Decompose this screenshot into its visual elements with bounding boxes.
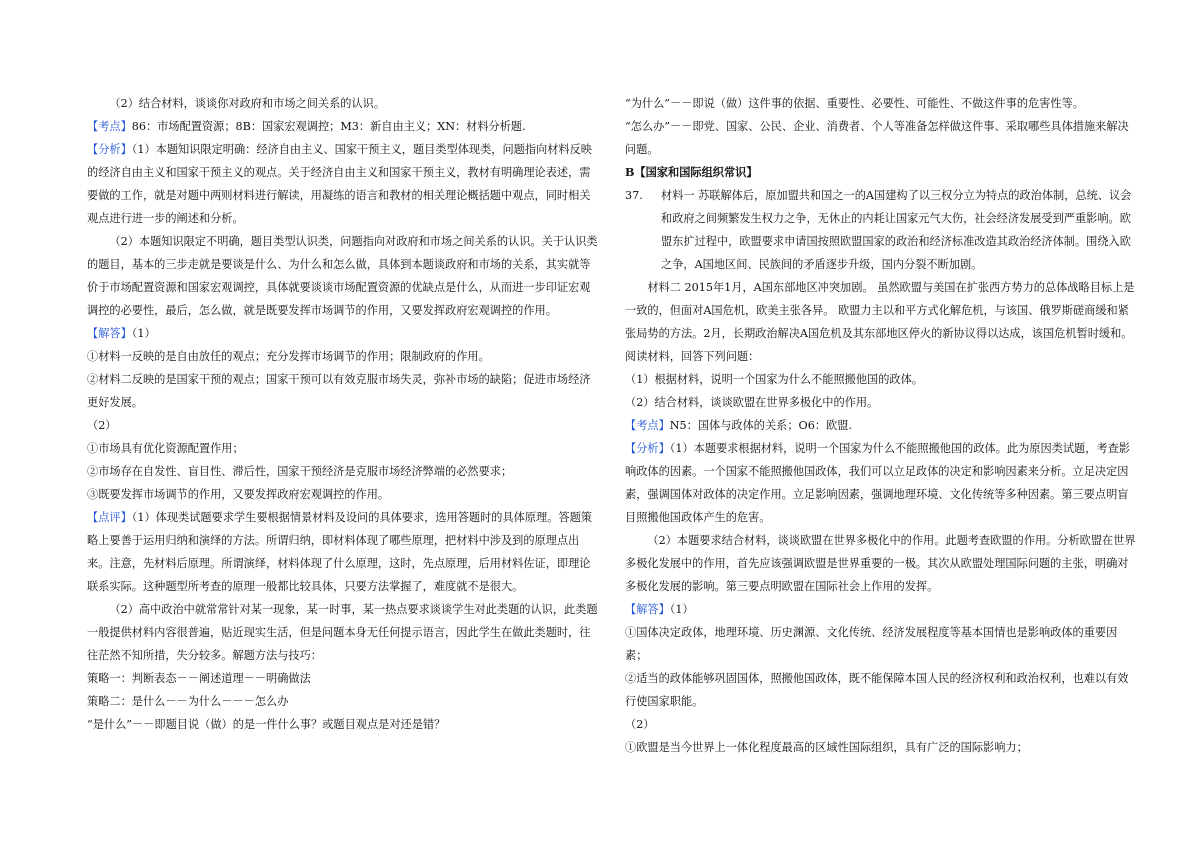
question-2: （2）结合材料，谈谈你对政府和市场之间关系的认识。 <box>109 97 386 110</box>
jieda-paragraph-right <box>625 598 1137 621</box>
dianping-tag: 【点评】 <box>87 511 132 524</box>
kaodian-paragraph-right <box>625 414 1137 437</box>
question-37-2: （2）结合材料，谈谈欧盟在世界多极化中的作用。 <box>625 396 879 409</box>
fenxi-text-1: （1）本题知识限定明确：经济自由主义、国家干预主义，题目类型体现类，问题指向材料反映的经济自由主义和国家干预主义的观点。关于经济自由主义和国家干预主义，教材有明确理论表述，需要做的工作，就是对题中两则材料进行解读，用凝练的语言和教材的相关理论概括题中观点，同时相关观点进行进一步的阐述和分析。 <box>87 143 592 225</box>
dianping-text-1: （1）体现类试题要求学生要根据情景材料及设问的具体要求，选用答题时的具体原理。答题策略上要善于运用归纳和演绎的方法。所谓归纳，即材料体现了哪些原理，把材料中涉及到的原理点出来。注意，先材料后原理。所谓演绎，材料体现了什么原理，这时，先点原理，后用材料佐证，即理论联系实际。这种题型所考查的原理一般都比较具体，只要方法掌握了，难度就不是很大。 <box>87 511 592 593</box>
fenxi-tag: 【分析】 <box>87 143 132 156</box>
answer-right-1-2: ②适当的政体能够巩固国体，照搬他国政体，既不能保障本国人民的经济权利和政治权利，也难以有效行使国家职能。 <box>625 672 1129 708</box>
kaodian-tag-right: 【考点】 <box>625 419 670 432</box>
question-37-material-1: 材料一 苏联解体后，原加盟共和国之一的A国建构了以三权分立为特点的政治体制，总统、议会和政府之间频繁发生权力之争，无休止的内耗让国家元气大伤，社会经济发展受到严重影响。欧盟东扩过程中，欧盟要求申请国按照欧盟国家的政治和经济标准改造其政治经济体制。围绕入欧之争，A国地区间、民族间的矛盾逐步升级，国内分裂不断加剧。 <box>661 189 1132 271</box>
reading-instruction: 阅读材料，回答下列问题： <box>625 350 760 363</box>
section-b-heading: B【国家和国际组织常识】 <box>625 165 758 179</box>
strategy-2: 策略二：是什么－－为什么－－－怎么办 <box>87 695 289 708</box>
answer-right-2-1: ①欧盟是当今世界上一体化程度最高的区域性国际组织，具有广泛的国际影响力； <box>625 741 1028 754</box>
kaodian-tag: 【考点】 <box>87 120 132 133</box>
fenxi-paragraph-right <box>625 437 1137 529</box>
fenxi-text-right-2: （2）本题要求结合材料，谈谈欧盟在世界多极化中的作用。此题考查欧盟的作用。分析欧盟在世界多极化发展中的作用，首先应该强调欧盟是世界重要的一极。其次从欧盟处理国际问题的主张，明确对多极化发展的影响。第三要点明欧盟在国际社会上作用的发挥。 <box>625 534 1136 593</box>
kaodian-text: 86：市场配置资源；8B：国家宏观调控；M3：新自由主义；XN：材料分析题. <box>131 120 526 133</box>
answer-2-2: ②市场存在自发性、盲目性、滞后性，国家干预经济是克服市场经济弊端的必然要求； <box>87 465 513 478</box>
question-37-number: 37. <box>625 189 643 202</box>
fenxi-tag-right: 【分析】 <box>625 442 670 455</box>
question-37-material-2: 材料二 2015年1月，A国东部地区冲突加剧。 虽然欧盟与美国在扩张西方势力的总体战略目标上是一致的，但面对A国危机，欧美主张各异。 欧盟力主以和平方式化解危机，与该国、俄罗斯磋商缓和紧张局势的方法。2月，长期政治解决A国危机及其东部地区停火的新协议得以达成，该国危机暂时缓和。 <box>625 281 1135 340</box>
question-37-1: （1）根据材料，说明一个国家为什么不能照搬他国的政体。 <box>625 373 923 386</box>
fenxi-text-2: （2）本题知识限定不明确，题目类型认识类，问题指向对政府和市场之间关系的认识。关于认识类的题目，基本的三步走就是要谈是什么、为什么和怎么做，具体到本题谈政府和市场的关系，其实就等价于市场配置资源和国家宏观调控，具体就要谈谈市场配置资源的优缺点是什么，从而进一步印证宏观调控的必要性，最后，怎么做，就是既要发挥市场调节的作用，又要发挥政府宏观调控的作用。 <box>87 235 598 317</box>
strategy-1: 策略一：判断表态－－阐述道理－－明确做法 <box>87 672 311 685</box>
dianping-paragraph <box>87 506 599 598</box>
fenxi-paragraph <box>87 138 599 230</box>
jieda-number-right: （1） <box>669 603 694 616</box>
answer-2-3: ③既要发挥市场调节的作用，又要发挥政府宏观调控的作用。 <box>87 488 390 501</box>
right-column <box>625 92 1137 759</box>
answer-2-1: ①市场具有优化资源配置作用； <box>87 442 244 455</box>
jieda-tag: 【解答】 <box>87 327 132 340</box>
answer-right-1-1: ①国体决定政体，地理环境、历史渊源、文化传统、经济发展程度等基本国情也是影响政体的重要因素； <box>625 626 1118 662</box>
answer-1-1: ①材料一反映的是自由放任的观点；充分发挥市场调节的作用；限制政府的作用。 <box>87 350 490 363</box>
kaodian-text-right: N5：国体与政体的关系；O6：欧盟. <box>669 419 852 432</box>
question-37 <box>625 184 1137 276</box>
left-column <box>87 92 599 736</box>
answer-1-2: ②材料二反映的是国家干预的观点；国家干预可以有效克服市场失灵，弥补市场的缺陷；促进市场经济更好发展。 <box>87 373 591 409</box>
answer-right-2-number: （2） <box>625 718 655 731</box>
jieda-number: （1） <box>131 327 156 340</box>
answer-2-number: （2） <box>87 419 117 432</box>
dianping-text-2: （2）高中政治中就常常针对某一现象，某一时事，某一热点要求谈谈学生对此类题的认识，此类题一般提供材料内容很普遍，贴近现实生活，但是问题本身无任何提示语言，因此学生在做此类题时，往往茫然不知所措，失分较多。解题方法与技巧： <box>87 603 598 662</box>
fenxi-text-right-1: （1）本题要求根据材料，说明一个国家为什么不能照搬他国的政体。此为原因类试题，考查影响政体的因素。一个国家不能照搬他国政体，我们可以立足政体的决定和影响因素来分析。立足决定因素，强调国体对政体的决定作用。立足影响因素，强调地理环境、文化传统等多种因素。第三要点明盲目照搬他国政体产生的危害。 <box>625 442 1130 524</box>
kaodian-paragraph <box>87 115 599 138</box>
how-explanation: “怎么办”－－即党、国家、公民、企业、消费者、个人等准备怎样做这件事、采取哪些具体措施来解决问题。 <box>625 120 1129 156</box>
what-explanation: “是什么”－－即题目说（做）的是一件什么事？或题目观点是对还是错？ <box>87 718 446 731</box>
why-explanation: “为什么”－－即说（做）这件事的依据、重要性、必要性、可能性、不做这件事的危害性等。 <box>625 97 1084 110</box>
jieda-paragraph <box>87 322 599 345</box>
jieda-tag-right: 【解答】 <box>625 603 670 616</box>
